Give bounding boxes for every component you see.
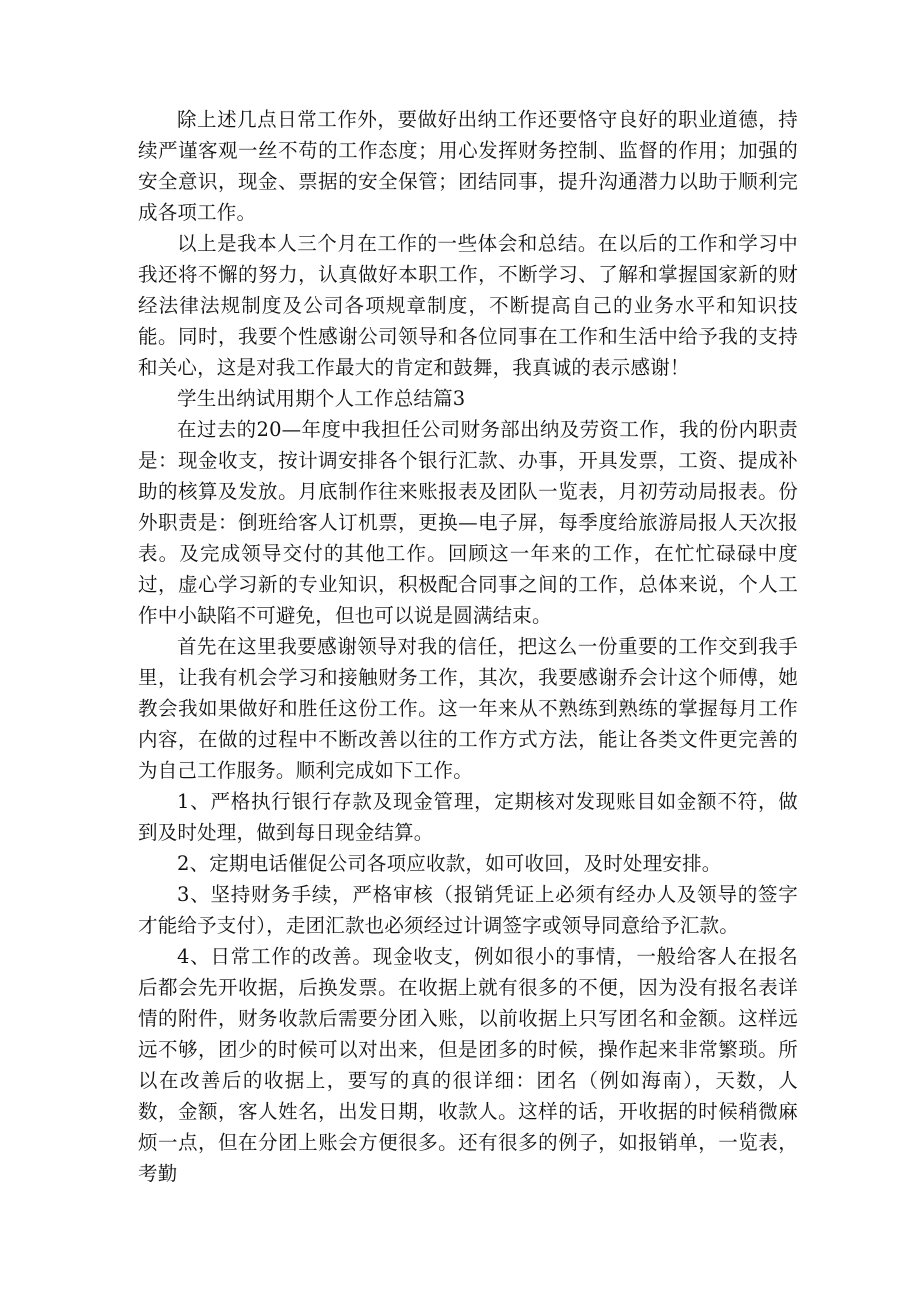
section-heading: 学生出纳试用期个人工作总结篇3 — [177, 387, 466, 410]
list-item-1: 1、严格执行银行存款及现金管理，定期核对发现账目如金额不符，做到及时处理，做到每日现金结算。 — [138, 790, 798, 844]
paragraph-thanks: 首先在这里我要感谢领导对我的信任，把这么一份重要的工作交到我手里，让我有机会学习和接触财务工作，其次，我要感谢乔会计这个师傅，她教会我如果做好和胜任这份工作。这一年来从不熟练到熟练的掌握每月工作内容，在做的过程中不断改善以往的工作方式方法，能让各类文件更完善的为自己工作服务。顺利完成如下工作。 — [138, 635, 798, 782]
list-item-2: 2、定期电话催促公司各项应收款，如可收回，及时处理安排。 — [177, 852, 722, 875]
document-body — [138, 104, 798, 1189]
paragraph-summary: 以上是我本人三个月在工作的一些体会和总结。在以后的工作和学习中我还将不懈的努力，认真做好本职工作，不断学习、了解和掌握国家新的财经法律法规制度及公司各项规章制度，不断提高自己的业务水平和知识技能。同时，我要个性感谢公司领导和各位同事在工作和生活中给予我的支持和关心，这是对我工作最大的肯定和鼓舞，我真诚的表示感谢！ — [138, 232, 798, 379]
list-item-4: 4、日常工作的改善。现金收支，例如很小的事情，一般给客人在报名后都会先开收据，后换发票。在收据上就有很多的不便，因为没有报名表详情的附件，财务收款后需要分团入账，以前收据上只写团名和金额。这样远远不够，团少的时候可以对出来，但是团多的时候，操作起来非常繁琐。所以在改善后的收据上，要写的真的很详细：团名（例如海南），天数，人数，金额，客人姓名，出发日期，收款人。这样的话，开收据的时候稍微麻烦一点，但在分团上账会方便很多。还有很多的例子，如报销单，一览表，考勤 — [138, 945, 798, 1185]
list-item-3: 3、坚持财务手续，严格审核（报销凭证上必须有经办人及领导的签字才能给予支付），走团汇款也必须经过计调签字或领导同意给予汇款。 — [138, 883, 798, 937]
paragraph-ethics: 除上述几点日常工作外，要做好出纳工作还要恪守良好的职业道德，持续严谨客观一丝不苟的工作态度；用心发挥财务控制、监督的作用；加强的安全意识，现金、票据的安全保管；团结同事，提升沟通潜力以助于顺利完成各项工作。 — [138, 108, 798, 224]
paragraph-duties: 在过去的20—年度中我担任公司财务部出纳及劳资工作，我的份内职责是：现金收支，按计调安排各个银行汇款、办事，开具发票，工资、提成补助的核算及发放。月底制作往来账报表及团队一览表，月初劳动局报表。份外职责是：倒班给客人订机票，更换—电子屏，每季度给旅游局报人天次报表。及完成领导交付的其他工作。回顾这一年来的工作，在忙忙碌碌中度过，虚心学习新的专业知识，积极配合同事之间的工作，总体来说，个人工作中小缺陷不可避免，但也可以说是圆满结束。 — [138, 418, 798, 627]
